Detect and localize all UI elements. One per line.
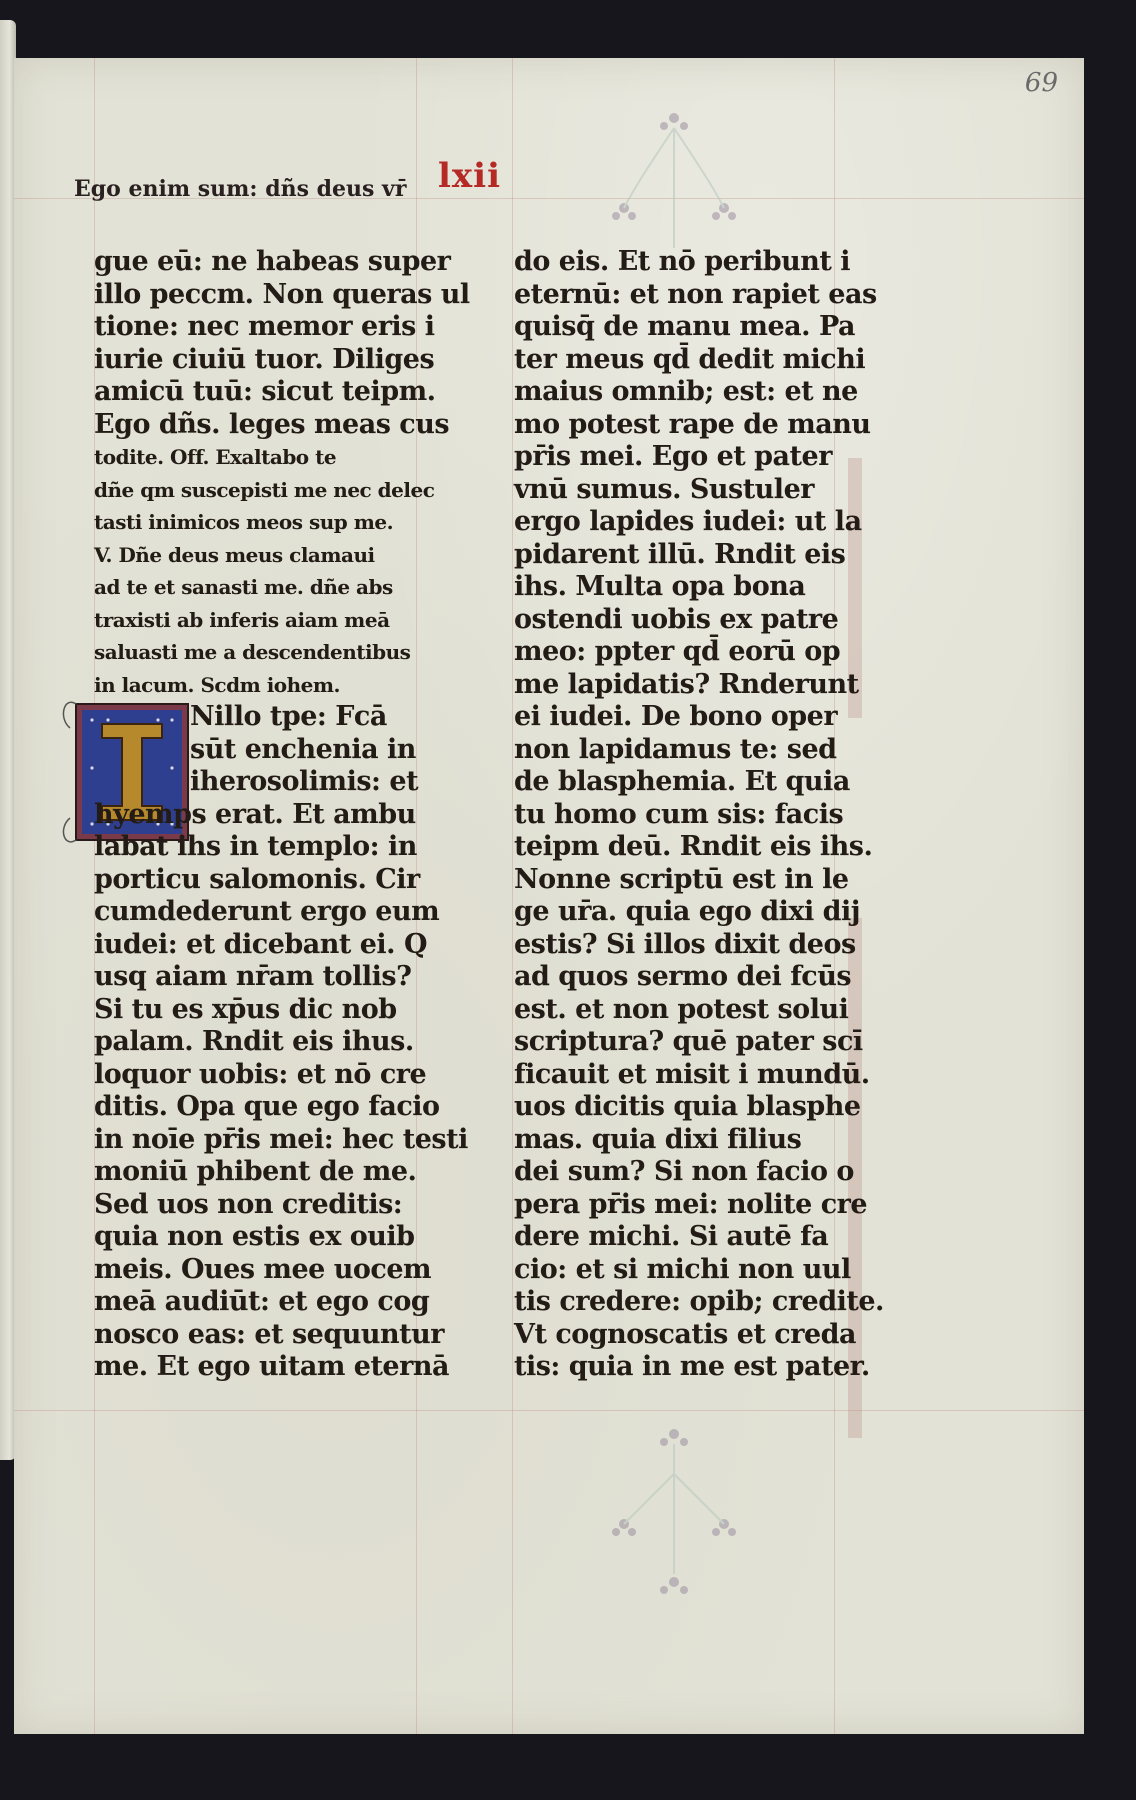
text-line: estis? Si illos dixit deos	[514, 928, 856, 960]
text-line: iurie ciuiū tuor. Diliges	[94, 343, 435, 375]
text-line: porticu salomonis. Cir	[94, 863, 420, 895]
text-line: teipm deū. Rndit eis ihs.	[514, 831, 873, 862]
ruling-line	[14, 1410, 1084, 1411]
flower-showthrough-icon	[594, 1414, 754, 1604]
text-line: illo peccm. Non queras ul	[94, 278, 470, 310]
text-line: V. Dñe deus meus clamaui	[94, 542, 375, 567]
text-line: me. Et ego uitam eternā	[94, 1351, 449, 1382]
text-line: tis credere: opib; credite.	[514, 1286, 884, 1317]
text-line: quia non estis ex ouib	[94, 1221, 415, 1252]
text-line: iherosolimis: et	[190, 766, 419, 797]
text-line: ad quos sermo dei fcūs	[514, 961, 852, 992]
text-line: loquor uobis: et nō cre	[94, 1058, 427, 1090]
text-line: tis: quia in me est pater.	[514, 1351, 870, 1382]
text-line: in lacum. Scdm iohem.	[94, 672, 341, 697]
text-column-left	[94, 246, 470, 1384]
text-line: Nillo tpe: Fcā	[190, 701, 387, 732]
text-line: mas. quia dixi filius	[514, 1123, 802, 1155]
text-line: sūt enchenia in	[190, 733, 416, 765]
flower-showthrough-icon	[594, 98, 754, 268]
text-line: ficauit et misit i mundū.	[514, 1058, 870, 1090]
text-line: do eis. Et nō peribunt i	[514, 246, 851, 277]
text-line: eternū: et non rapiet eas	[514, 278, 877, 310]
text-line: scriptura? quē pater scī	[514, 1026, 863, 1057]
text-line: dei sum? Si non facio o	[514, 1156, 854, 1187]
text-line: uos dicitis quia blasphe	[514, 1091, 861, 1122]
text-line: gue eū: ne habeas super	[94, 246, 451, 277]
text-line: amicū tuū: sicut teipm.	[94, 376, 436, 407]
text-line: vnū sumus. Sustuler	[514, 473, 814, 505]
text-line: ergo lapides iudei: ut la	[514, 506, 862, 537]
text-line: meis. Oues mee uocem	[94, 1253, 432, 1285]
text-line: Sed uos non creditis:	[94, 1188, 403, 1220]
marginal-note: Ego enim sum: dñs deus vr̄	[74, 176, 407, 202]
text-line: cio: et si michi non uul	[514, 1253, 851, 1285]
text-line: de blasphemia. Et quia	[514, 766, 850, 797]
text-line: pera pr̄is mei: nolite cre	[514, 1188, 868, 1220]
text-line: pr̄is mei. Ego et pater	[514, 441, 832, 472]
text-line: me lapidatis? Rnderunt	[514, 668, 859, 700]
text-line: meā audiūt: et ego cog	[94, 1286, 430, 1317]
text-line: Nonne scriptū est in le	[514, 863, 849, 895]
text-line: saluasti me a descendentibus	[94, 640, 411, 664]
text-line: mo potest rape de manu	[514, 408, 871, 440]
text-line: Si tu es xp̄us dic nob	[94, 993, 397, 1025]
text-line: maius omnib; est: et ne	[514, 376, 858, 407]
text-line: ge ur̄a. quia ego dixi dij	[514, 896, 861, 927]
text-line: ter meus qd̄ dedit michi	[514, 343, 866, 375]
text-line: ostendi uobis ex patre	[514, 603, 839, 635]
running-head: lxii	[438, 156, 502, 196]
text-line: quisq̄ de manu mea. Pa	[514, 311, 856, 342]
text-line: tasti inimicos meos sup me.	[94, 510, 394, 534]
text-line: ei iudei. De bono oper	[514, 701, 838, 732]
folio-number: 69	[1024, 68, 1058, 98]
text-line: hyemps erat. Et ambu	[94, 798, 416, 830]
text-line: in noīe pr̄is mei: hec testi	[94, 1123, 468, 1155]
text-line: iudei: et dicebant ei. Q	[94, 928, 428, 960]
text-line: pidarent illū. Rndit eis	[514, 538, 846, 570]
ruling-line	[512, 58, 513, 1734]
text-line: traxisti ab inferis aiam meā	[94, 607, 390, 632]
text-line: meo: ppter qd̄ eorū op	[514, 636, 841, 667]
text-line: cumdederunt ergo eum	[94, 896, 440, 927]
manuscript-page	[14, 58, 1084, 1734]
text-line: Vt cognoscatis et creda	[514, 1318, 857, 1350]
text-line: tu homo cum sis: facis	[514, 798, 844, 830]
text-line: labat ihs in templo: in	[94, 831, 417, 862]
text-line: Ego dñs. leges meas cus	[94, 408, 450, 440]
text-line: ad te et sanasti me. dñe abs	[94, 575, 393, 599]
text-line: todite. Off. Exaltabo te	[94, 445, 337, 469]
text-line: palam. Rndit eis ihus.	[94, 1026, 414, 1057]
text-column-right	[514, 246, 884, 1384]
text-line: est. et non potest solui	[514, 993, 849, 1025]
text-line: usq aiam nr̄am tollis?	[94, 961, 412, 992]
text-line: dere michi. Si autē fa	[514, 1221, 829, 1252]
text-line: ditis. Opa que ego facio	[94, 1091, 440, 1122]
text-line: tione: nec memor eris i	[94, 311, 435, 342]
text-line: non lapidamus te: sed	[514, 733, 837, 765]
text-line: nosco eas: et sequuntur	[94, 1318, 444, 1350]
text-line: moniū phibent de me.	[94, 1156, 417, 1187]
text-line: dñe qm suscepisti me nec delec	[94, 477, 435, 502]
text-line: ihs. Multa opa bona	[514, 571, 806, 602]
